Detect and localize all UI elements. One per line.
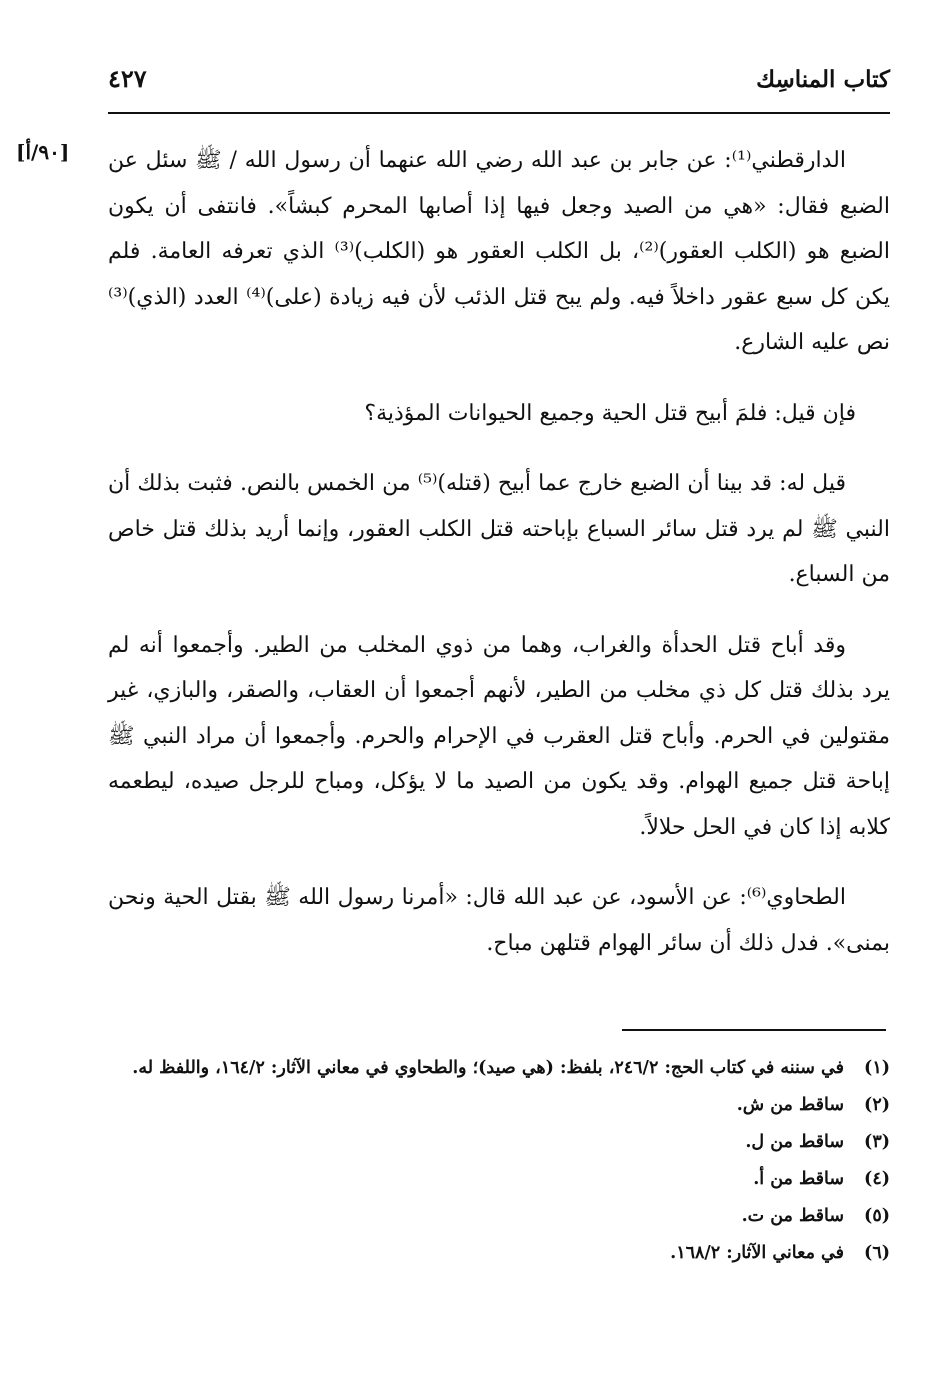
footnote-text: في معاني الآثار: ١٦٨/٢. xyxy=(670,1243,844,1263)
footnote-item xyxy=(108,1124,890,1161)
footnote-number: (١) xyxy=(864,1058,890,1078)
footnote-number: (٤) xyxy=(864,1169,890,1189)
folio-marker: [٩٠/أ] xyxy=(16,140,70,164)
footnote-text: ساقط من ت. xyxy=(741,1206,844,1226)
footnote-item xyxy=(108,1050,890,1087)
footnote-text: في سننه في كتاب الحج: ٢٤٦/٢، بلفظ: (هي صيد)؛ والطحاوي في معاني الآثار: ١٦٤/٢، واللفظ له. xyxy=(132,1058,844,1078)
header-divider xyxy=(108,112,890,114)
page-number: ٤٢٧ xyxy=(108,64,147,93)
footnote-divider xyxy=(622,1029,886,1031)
book-title: كتاب المناسِك xyxy=(756,66,890,93)
footnote-text: ساقط من ل. xyxy=(745,1132,844,1152)
footnote-item xyxy=(108,1198,890,1235)
running-head xyxy=(108,62,890,106)
footnote-text: ساقط من أ. xyxy=(753,1169,844,1189)
footnote-number: (٢) xyxy=(864,1095,890,1115)
paragraph-daraqutni: الدارقطني⁽¹⁾: عن جابر بن عبد الله رضي الله عنهما أن رسول الله / ﷺ سئل عن الضبع فقال: «هي من الصيد وجعل فيها إذا أصابها المحرم كبشاً». فانتفى أن يكون الضبع هو (الكلب العقور)⁽²⁾، بل الكلب العقور هو (الكلب)⁽³⁾ الذي تعرفه العامة. فلم يكن كل سبع عقور داخلاً فيه. ولم يبح قتل الذئب لأن فيه زيادة (على)⁽⁴⁾ العدد (الذي)⁽³⁾ نص عليه الشارع. xyxy=(108,148,890,355)
footnote-number: (٥) xyxy=(864,1206,890,1226)
footnote-number: (٣) xyxy=(864,1132,890,1152)
footnote-text: ساقط من ش. xyxy=(736,1095,844,1115)
paragraph-tahawi: الطحاوي⁽⁶⁾: عن الأسود، عن عبد الله قال: «أمرنا رسول الله ﷺ بقتل الحية ونحن بمنى». فدل ذلك أن سائر الهوام قتلهن مباح. xyxy=(108,885,890,956)
footnotes xyxy=(108,1050,890,1272)
footnote-number: (٦) xyxy=(864,1243,890,1263)
footnote-item xyxy=(108,1161,890,1198)
paragraph-question: فإن قيل: فلمَ أبيح قتل الحية وجميع الحيوانات المؤذية؟ xyxy=(364,400,856,426)
body-text xyxy=(108,138,890,991)
paragraph-answer: قيل له: قد بينا أن الضبع خارج عما أبيح (قتله)⁽⁵⁾ من الخمس بالنص. فثبت بذلك أن النبي ﷺ لم يرد قتل سائر السباع بإباحته قتل الكلب العقور، وإنما أريد بذلك قتل خاص من السباع. xyxy=(108,471,890,587)
footnote-item xyxy=(108,1235,890,1272)
paragraph-birds: وقد أباح قتل الحدأة والغراب، وهما من ذوي المخلب من الطير. وأجمعوا أنه لم يرد بذلك قتل كل ذي مخلب من الطير، لأنهم أجمعوا أن العقاب، والصقر، والبازي، غير مقتولين في الحرم. وأباح قتل العقرب في الإحرام والحرم. وأجمعوا أن مراد النبي ﷺ إباحة قتل جميع الهوام. وقد يكون من الصيد ما لا يؤكل، ومباح للرجل صيده، ليطعمه كلابه إذا كان في الحل حلالاً. xyxy=(108,632,890,840)
footnote-item xyxy=(108,1087,890,1124)
